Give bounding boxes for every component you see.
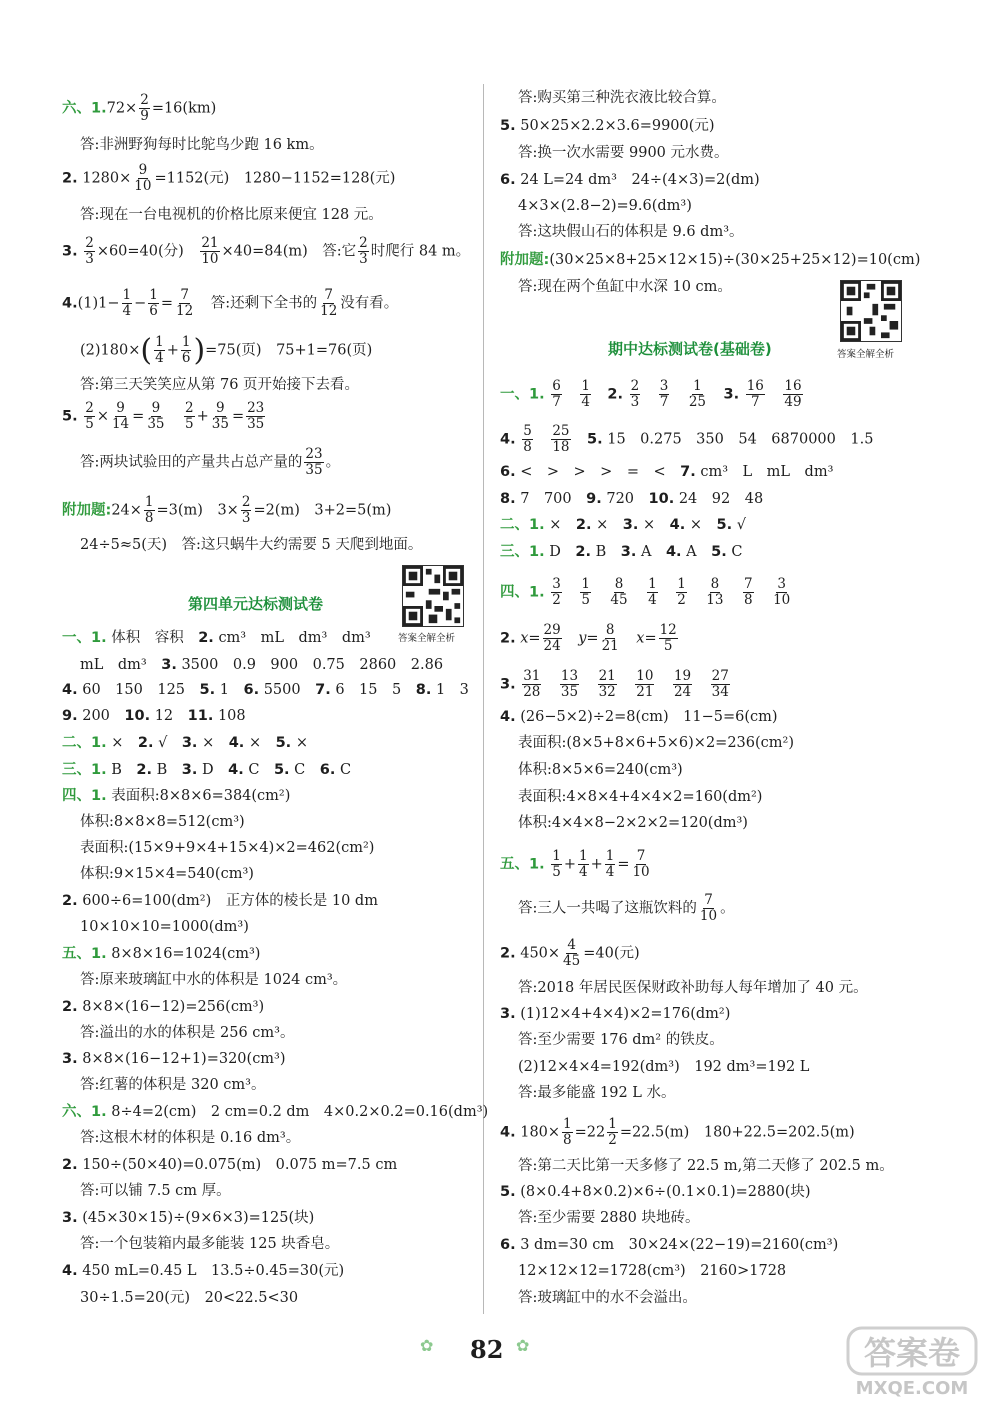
answer-line: 6. 3 dm=30 cm 30×24×(22−19)=2160(cm³)	[500, 1237, 839, 1253]
leaf-decoration-icon: ✿	[420, 1336, 434, 1355]
answer-line: 3. $\frac{31}{28}$ $\frac{13}{35}$ $\frac{21}{32}$ $\frac{10}{21}$ $\frac{19}{24}$ $\frac{27}{34}$	[500, 668, 729, 700]
answer-line: 答:至少需要 2880 块地砖。	[518, 1210, 700, 1226]
qr-caption: 答案全解全析	[837, 349, 895, 360]
answer-line: 4. $\frac{5}{8}$ $\frac{25}{18}$ 5. 15 0.275 350 54 6870000 1.5	[500, 423, 874, 455]
answer-line: 表面积:4×8×4+4×4×2=160(dm²)	[518, 789, 763, 805]
answer-line: 答:非洲野狗每时比鸵鸟少跑 16 km。	[80, 137, 324, 153]
answer-line: 2. 8×8×(16−12)=256(cm³)	[62, 999, 265, 1015]
qr-caption: 答案全解全析	[398, 633, 456, 644]
answer-line: 2. 150÷(50×40)=0.075(m) 0.075 m=7.5 cm	[62, 1157, 398, 1173]
answer-line: 答:红薯的体积是 320 cm³。	[80, 1077, 266, 1093]
answer-line: 二、1. × 2. √ 3. × 4. × 5. ×	[62, 735, 308, 751]
answer-line: 表面积:(15×9+9×4+15×4)×2=462(cm²)	[80, 840, 375, 856]
answer-line: 答:可以铺 7.5 cm 厚。	[80, 1183, 231, 1199]
answer-line: 二、1. × 2. × 3. × 4. × 5. √	[500, 517, 746, 533]
watermark-site: MXQE.COM	[855, 1378, 969, 1399]
answer-line: 四、1. 表面积:8×8×6=384(cm²)	[62, 788, 291, 804]
page-number: 82	[470, 1335, 504, 1364]
answer-line: 答:溢出的水的体积是 256 cm³。	[80, 1025, 295, 1041]
answer-line: 六、1.72× $\frac{2}{9}$ =16(km)	[62, 92, 217, 124]
answer-line: (2)180×( $\frac{1}{4}$ + $\frac{1}{6}$ )=75(页) 75+1=76(页)	[80, 332, 373, 368]
answer-line: 一、1. $\frac{6}{7}$ $\frac{1}{4}$ 2. $\frac{2}{3}$ $\frac{3}{7}$ $\frac{1}{25}$ 3. $\frac{16}{7}$ $\frac{16}{49}$	[500, 378, 802, 410]
answer-line: 附加题:24× $\frac{1}{8}$ =3(m) 3× $\frac{2}{3}$ =2(m) 3+2=5(m)	[62, 494, 392, 526]
answer-line: (2)12×4×4=192(dm³) 192 dm³=192 L	[518, 1059, 810, 1075]
answer-line: 30÷1.5=20(元) 20<22.5<30	[80, 1290, 299, 1306]
answer-line: 3. 8×8×(16−12+1)=320(cm³)	[62, 1051, 286, 1067]
watermark-logo	[830, 1322, 995, 1402]
answer-line: 2. x= $\frac{29}{24}$ y= $\frac{8}{21}$ x= $\frac{12}{5}$	[500, 622, 677, 654]
answer-line: 五、1. $\frac{1}{5}$ + $\frac{1}{4}$ + $\frac{1}{4}$ = $\frac{7}{10}$	[500, 848, 650, 880]
answer-line: 4. 180× $\frac{1}{8}$ =22 $\frac{1}{2}$ =22.5(m) 180+22.5=202.5(m)	[500, 1116, 855, 1148]
answer-line: 4×3×(2.8−2)=9.6(dm³)	[518, 198, 692, 214]
answer-line: 三、1. B 2. B 3. D 4. C 5. C 6. C	[62, 762, 352, 778]
answer-line: 五、1. 8×8×16=1024(cm³)	[62, 946, 261, 962]
answer-line: 答:2018 年居民医保财政补助每人每年增加了 40 元。	[518, 980, 868, 996]
answer-line: 答:第二天比第一天多修了 22.5 m,第二天修了 202.5 m。	[518, 1158, 894, 1174]
answer-line: 三、1. D 2. B 3. A 4. A 5. C	[500, 544, 743, 560]
answer-line: 答:这块假山石的体积是 9.6 dm³。	[518, 224, 744, 240]
answer-line: 答:最多能盛 192 L 水。	[518, 1085, 676, 1101]
answer-line: 6. < > > > = < 7. cm³ L mL dm³	[500, 464, 834, 480]
qr-code-graphic	[403, 566, 463, 626]
answer-line: 答:换一次水需要 9900 元水费。	[518, 145, 729, 161]
answer-line: 2. 600÷6=100(dm²) 正方体的棱长是 10 dm	[62, 893, 378, 909]
answer-line: 六、1. 8÷4=2(cm) 2 cm=0.2 dm 4×0.2×0.2=0.16(dm³)	[62, 1104, 489, 1120]
answer-line: 答:玻璃缸中的水不会溢出。	[518, 1290, 697, 1306]
column-divider	[483, 84, 484, 1314]
watermark-text: 答案卷	[863, 1334, 961, 1372]
answer-line: 答:两块试验田的产量共占总产量的 $\frac{23}{35}$ 。	[80, 446, 341, 478]
answer-line: 答:至少需要 176 dm² 的铁皮。	[518, 1032, 724, 1048]
answer-line: 一、1. 体积 容积 2. cm³ mL dm³ dm³	[62, 630, 371, 646]
answer-line: 4. (26−5×2)÷2=8(cm) 11−5=6(cm)	[500, 709, 778, 725]
section-title: 第四单元达标测试卷	[188, 595, 324, 613]
answer-line: 5. 50×25×2.2×3.6=9900(元)	[500, 118, 715, 134]
answer-line: 答:购买第三种洗衣液比较合算。	[518, 90, 726, 106]
answer-line: 答:三人一共喝了这瓶饮料的 $\frac{7}{10}$ 。	[518, 892, 735, 924]
answer-line: 答:这根木材的体积是 0.16 dm³。	[80, 1130, 301, 1146]
answer-line: 24÷5≈5(天) 答:这只蜗牛大约需要 5 天爬到地面。	[80, 537, 423, 553]
answer-line: 10×10×10=1000(dm³)	[80, 919, 249, 935]
answer-line: 表面积:(8×5+8×6+5×6)×2=236(cm²)	[518, 735, 794, 751]
answer-line: mL dm³ 3. 3500 0.9 900 0.75 2860 2.86	[80, 657, 444, 673]
answer-line: 9. 200 10. 12 11. 108	[62, 708, 246, 724]
answer-line: 答:第三天笑笑应从第 76 页开始接下去看。	[80, 377, 360, 393]
answer-line: 体积:8×8×8=512(cm³)	[80, 814, 245, 830]
answer-line: 答:原来玻璃缸中水的体积是 1024 cm³。	[80, 972, 348, 988]
answer-line: 4. 450 mL=0.45 L 13.5÷0.45=30(元)	[62, 1263, 345, 1279]
answer-line: 2. 1280× $\frac{9}{10}$ =1152(元) 1280−1152=128(元)	[62, 162, 396, 194]
answer-line: 5. (8×0.4+8×0.2)×6÷(0.1×0.1)=2880(块)	[500, 1184, 811, 1200]
answer-line: 8. 7 700 9. 720 10. 24 92 48	[500, 491, 764, 507]
answer-line: 4.(1)1− $\frac{1}{4}$ − $\frac{1}{6}$ = $\frac{7}{12}$ 答:还剩下全书的 $\frac{7}{12}$ 没有看。	[62, 287, 399, 319]
answer-line: 答:一个包装箱内最多能装 125 块香皂。	[80, 1236, 340, 1252]
answer-line: 2. 450× $\frac{4}{45}$ =40(元)	[500, 937, 640, 969]
answer-line: 3. (45×30×15)÷(9×6×3)=125(块)	[62, 1210, 315, 1226]
answer-line: 3. (1)12×4+4×4)×2=176(dm²)	[500, 1006, 731, 1022]
qr-code-icon[interactable]	[402, 565, 464, 627]
answer-line: 3. $\frac{2}{3}$ ×60=40(分) $\frac{21}{10}$ ×40=84(m) 答:它 $\frac{2}{3}$ 时爬行 84 m。	[62, 235, 471, 267]
answer-line: 6. 24 L=24 dm³ 24÷(4×3)=2(dm)	[500, 172, 760, 188]
leaf-decoration-icon: ✿	[516, 1336, 530, 1355]
answer-line: 体积:9×15×4=540(cm³)	[80, 866, 254, 882]
qr-code-icon[interactable]	[840, 280, 902, 342]
answer-line: 12×12×12=1728(cm³) 2160>1728	[518, 1263, 787, 1279]
answer-line: 附加题:(30×25×8+25×12×15)÷(30×25+25×12)=10(cm)	[500, 252, 921, 268]
answer-line: 答:现在两个鱼缸中水深 10 cm。	[518, 279, 732, 295]
answer-line: 四、1. $\frac{3}{2}$ $\frac{1}{5}$ $\frac{8}{45}$ $\frac{1}{4}$ $\frac{1}{2}$ $\frac{8}{13}$ $\frac{7}{8}$ $\frac{3}{10}$	[500, 576, 791, 608]
answer-line: 4. 60 150 125 5. 1 6. 5500 7. 6 15 5 8. 1 3	[62, 682, 469, 698]
answer-line: 5. $\frac{2}{5}$ × $\frac{9}{14}$ = $\frac{9}{35}$ $\frac{2}{5}$ + $\frac{9}{35}$ = $\frac{23}{35}$	[62, 400, 265, 432]
answer-line: 体积:4×4×8−2×2×2=120(dm³)	[518, 815, 748, 831]
answer-line: 体积:8×5×6=240(cm³)	[518, 762, 683, 778]
answer-line: 答:现在一台电视机的价格比原来便宜 128 元。	[80, 207, 383, 223]
section-title: 期中达标测试卷(基础卷)	[608, 340, 772, 358]
qr-code-graphic	[841, 281, 901, 341]
